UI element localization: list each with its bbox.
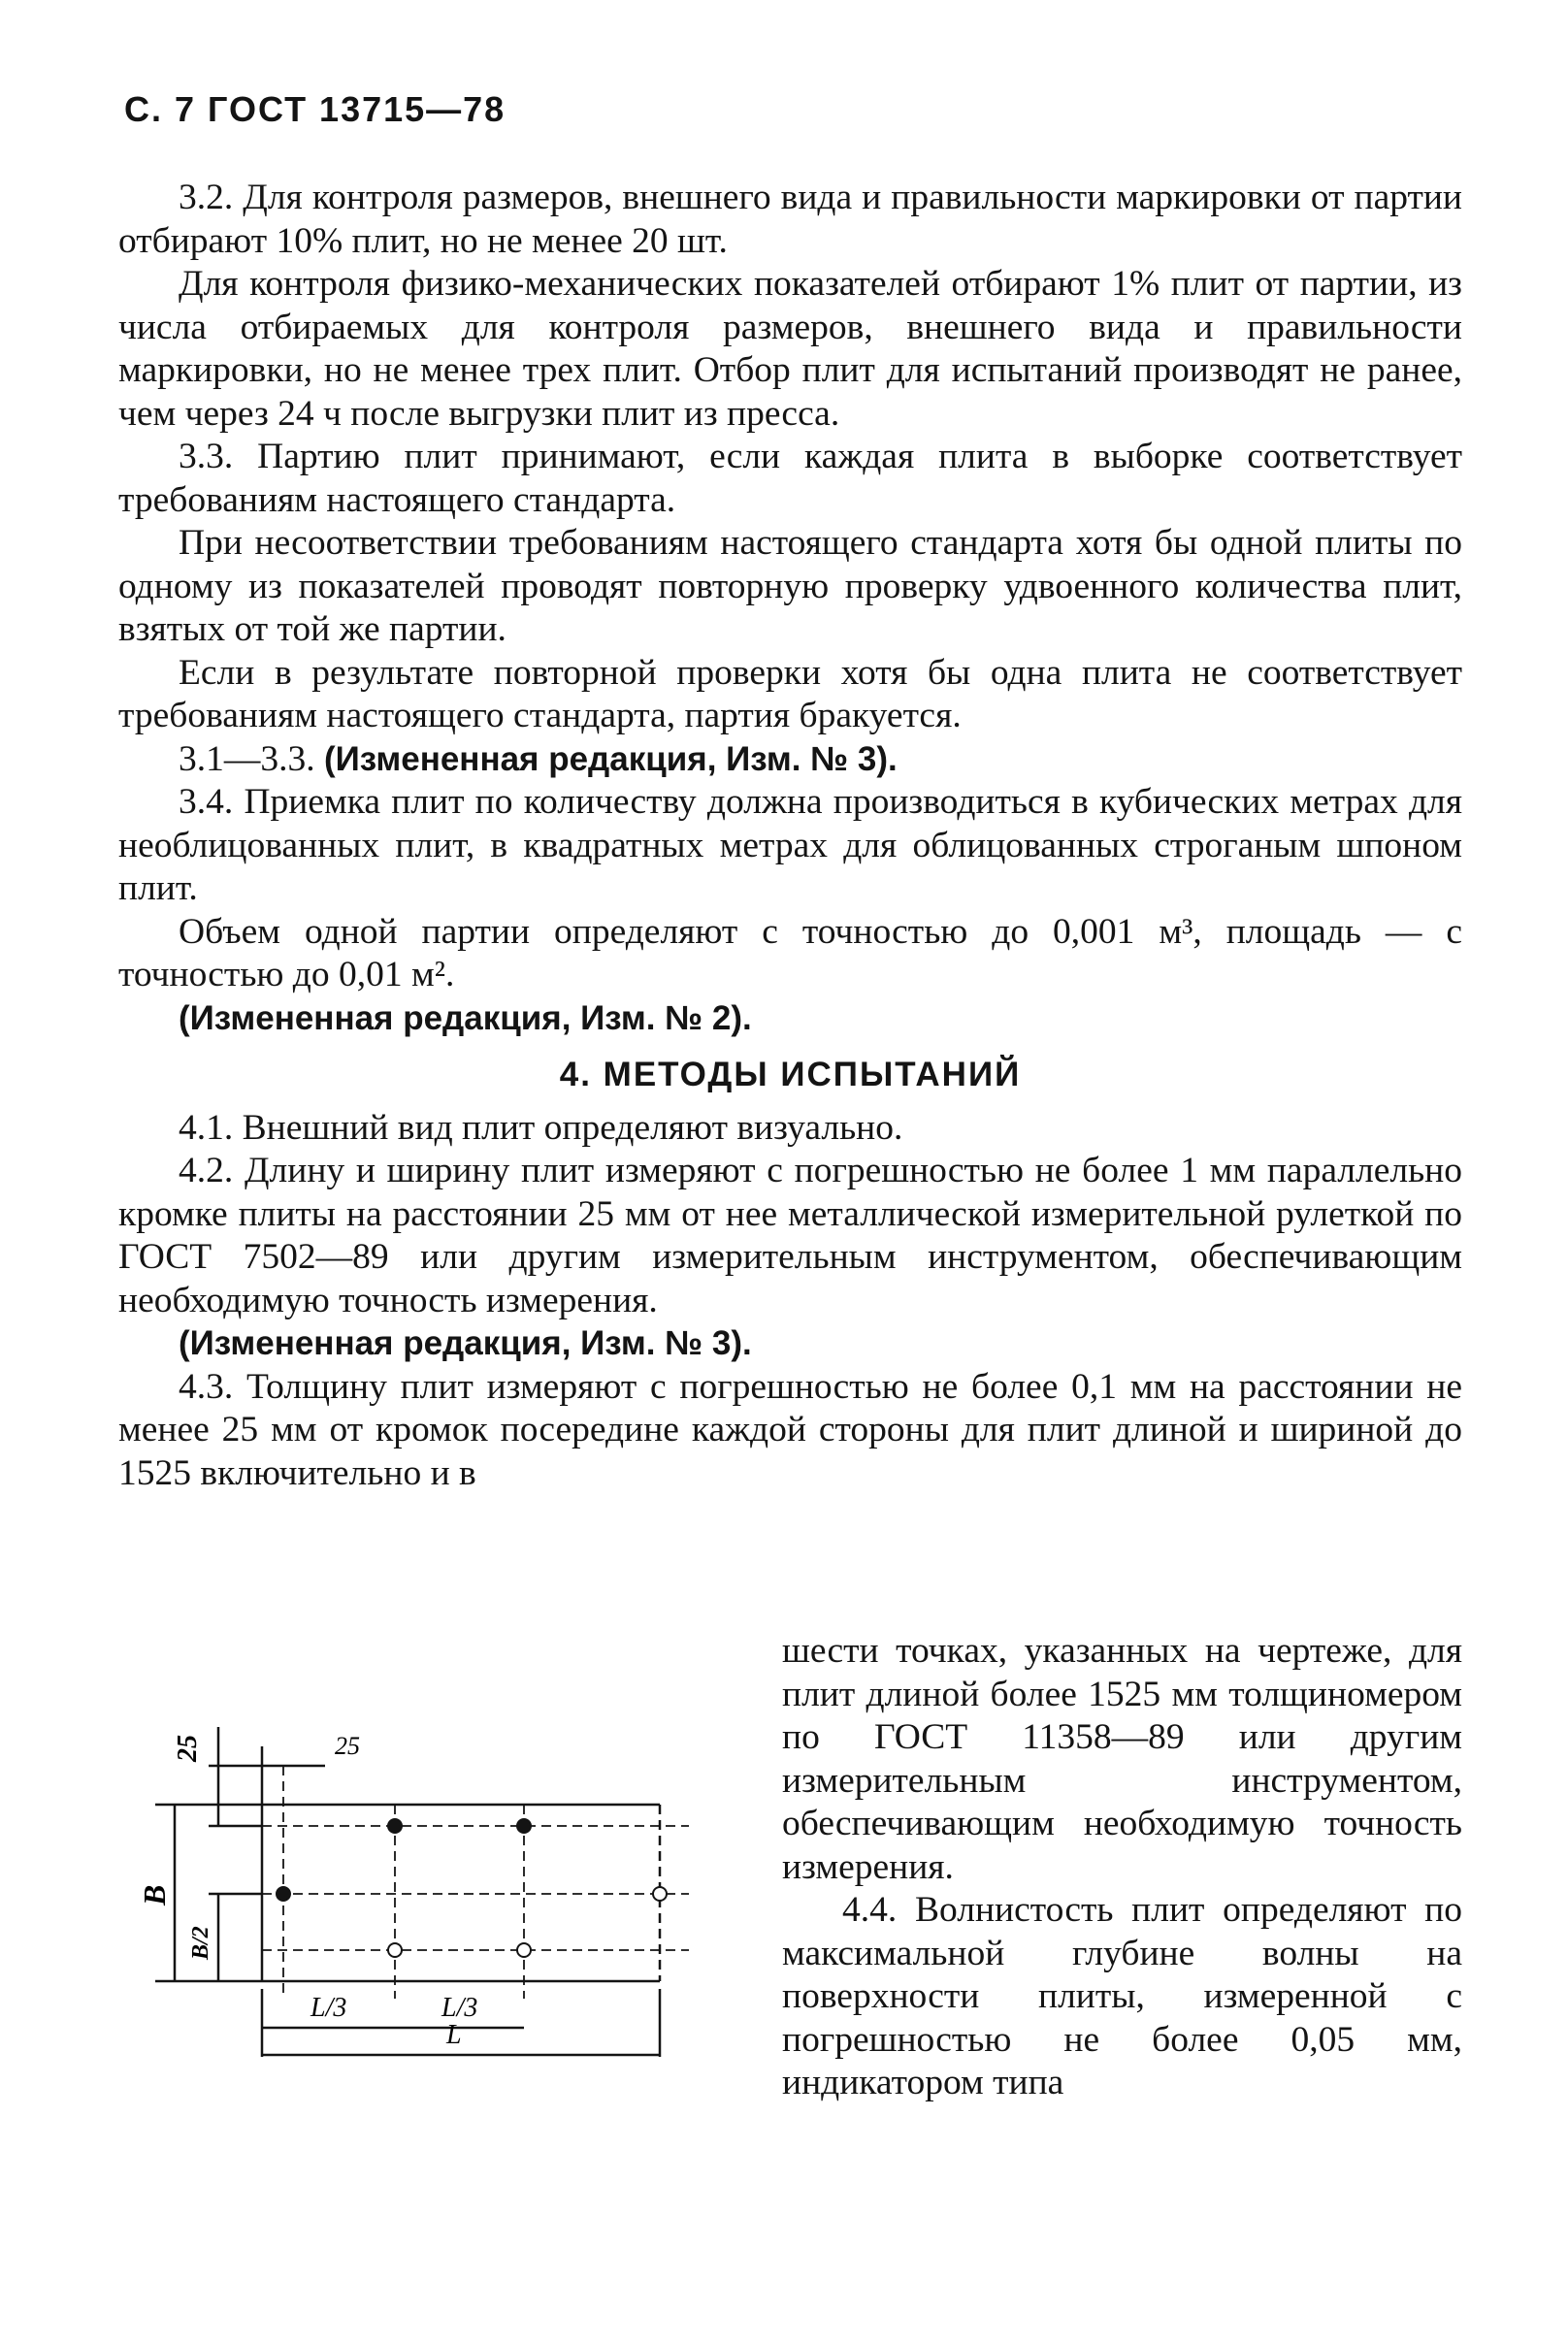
label-25-horizontal: 25 <box>335 1732 360 1760</box>
point-1 <box>388 1819 402 1833</box>
point-6 <box>517 1943 531 1957</box>
paragraph-4-3-cont: шести точках, указанных на чертеже, для плит длиной более 1525 мм толщиномером по ГОСТ 11358—89 или другим измерительным инструментом, обеспечивающим необходимую точность измерения. <box>782 1631 1462 1887</box>
amendment-2: (Измененная редакция, Изм. № 2). <box>179 998 752 1037</box>
label-l-third-1: L/3 <box>310 1993 347 2023</box>
paragraph-sampling: Для контроля физико-механических показателей отбирают 1% плит от партии, из числа отбираемых для контроля размеров, внешнего вида и правильности маркировки, но не менее трех плит. Отбор плит для испытаний производят не ранее, чем через 24 ч после выгрузки плит из пресса. <box>118 264 1462 434</box>
right-column-text <box>782 1630 1462 2105</box>
paragraph-retest: При несоответствии требованиям настоящего стандарта хотя бы одной плиты по одному из показателей проводят повторную проверку удвоенного количества плит, взятых от той же партии. <box>118 523 1462 649</box>
paragraph-4-4: 4.4. Волнистость плит определяют по максимальной глубине волны на поверхности плиты, измеренной с погрешностью не более 0,05 мм, индикатором типа <box>782 1890 1462 2102</box>
amendment-ref: 3.1—3.3. <box>179 738 315 779</box>
label-b: В <box>137 1884 172 1905</box>
label-l: L <box>446 2020 462 2050</box>
paragraph-3-4: 3.4. Приемка плит по количеству должна производиться в кубических метрах для необлицованных плит, в квадратных метрах для облицованных строганым шпоном плит. <box>118 782 1462 908</box>
point-2 <box>517 1819 531 1833</box>
paragraph-volume: Объем одной партии определяют с точностью до 0,001 м³, площадь — с точностью до 0,01 м². <box>118 911 1462 994</box>
label-25-vertical: 25 <box>173 1735 203 1762</box>
main-text <box>118 177 1462 1495</box>
label-l-third-2: L/3 <box>441 1993 478 2023</box>
point-3 <box>277 1887 290 1901</box>
section-heading: 4. МЕТОДЫ ИСПЫТАНИЙ <box>559 1056 1022 1093</box>
page-header: С. 7 ГОСТ 13715—78 <box>124 89 506 129</box>
paragraph-4-3: 4.3. Толщину плит измеряют с погрешностью не более 0,1 мм на расстоянии не менее 25 мм от кромок посередине каждой стороны для плит длиной и шириной до 1525 включительно и в <box>118 1366 1462 1493</box>
amendment-3-1-3-3 <box>118 738 1462 782</box>
measurement-drawing <box>116 1708 699 2096</box>
paragraph-3-3: 3.3. Партию плит принимают, если каждая плита в выборке соответствует требованиям настоящего стандарта. <box>118 437 1462 520</box>
point-5 <box>388 1943 402 1957</box>
plate-diagram <box>116 1708 699 2096</box>
paragraph-reject: Если в результате повторной проверки хотя бы одна плита не соответствует требованиям настоящего стандарта, партия бракуется. <box>118 652 1462 735</box>
paragraph-4-1: 4.1. Внешний вид плит определяют визуально. <box>179 1107 903 1148</box>
point-4 <box>653 1887 667 1901</box>
amendment-note: (Измененная редакция, Изм. № 3). <box>324 739 898 778</box>
label-b-half: В/2 <box>188 1926 213 1960</box>
amendment-3: (Измененная редакция, Изм. № 3). <box>179 1324 752 1362</box>
paragraph-4-2: 4.2. Длину и ширину плит измеряют с погрешностью не более 1 мм параллельно кромке плиты на расстоянии 25 мм от нее металлической измерительной рулеткой по ГОСТ 7502—89 или другим измерительным инструментом, обеспечивающим необходимую точность измерения. <box>118 1151 1462 1320</box>
paragraph-3-2: 3.2. Для контроля размеров, внешнего вида и правильности маркировки от партии отбирают 10% плит, но не менее 20 шт. <box>118 178 1462 261</box>
